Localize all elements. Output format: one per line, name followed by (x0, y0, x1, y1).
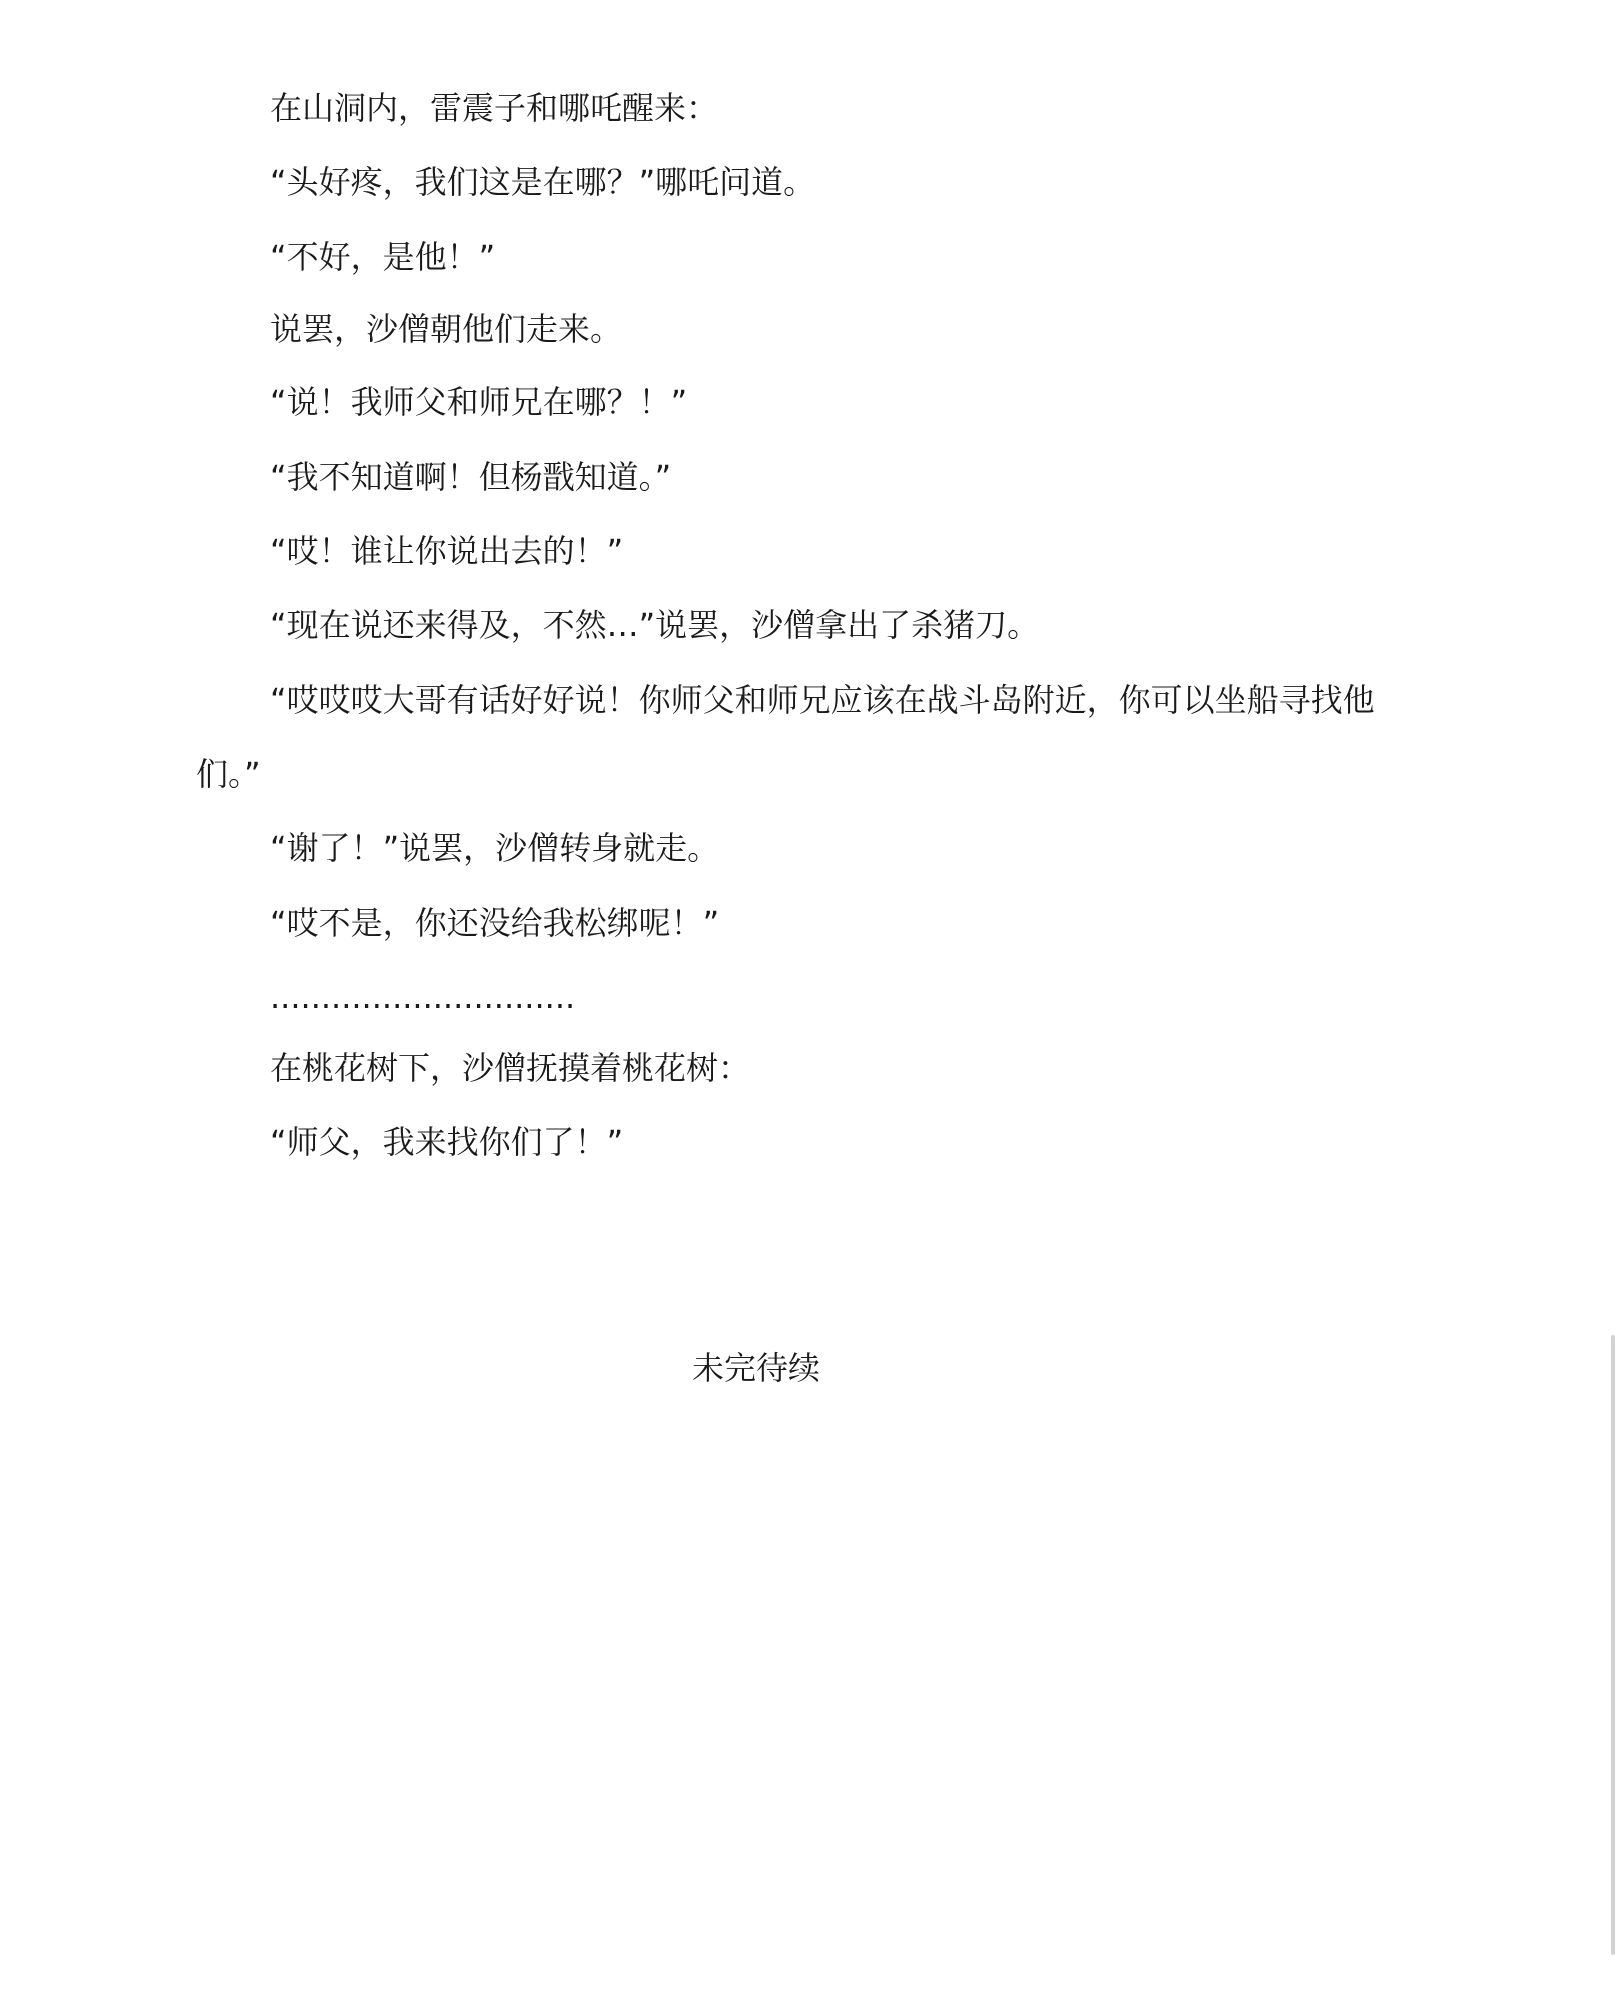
paragraph-4: 说罢，沙僧朝他们走来。 (270, 310, 623, 348)
paragraph-9-continuation: 们。” (196, 755, 261, 793)
scene-break-dots: .............................. (270, 978, 576, 1016)
paragraph-1: 在山洞内，雷震子和哪吒醒来： (270, 89, 719, 127)
paragraph-10: “谢了！”说罢，沙僧转身就走。 (270, 829, 720, 867)
paragraph-5: “说！我师父和师兄在哪？！” (270, 383, 688, 421)
paragraph-3: “不好，是他！” (270, 238, 496, 276)
paragraph-11: “哎不是，你还没给我松绑呢！” (270, 904, 720, 942)
paragraph-7: “哎！谁让你说出去的！” (270, 532, 624, 570)
paragraph-2: “头好疼，我们这是在哪？”哪吒问道。 (270, 163, 816, 201)
paragraph-8: “现在说还来得及，不然…”说罢，沙僧拿出了杀猪刀。 (270, 606, 1040, 644)
paragraph-9: “哎哎哎大哥有话好好说！你师父和师兄应该在战斗岛附近，你可以坐船寻找他 (270, 681, 1375, 719)
to-be-continued-footer: 未完待续 (691, 1349, 820, 1387)
paragraph-13: “师父，我来找你们了！” (270, 1123, 624, 1161)
vertical-scrollbar[interactable] (1611, 1335, 1615, 1955)
paragraph-6: “我不知道啊！但杨戬知道。” (270, 458, 672, 496)
paragraph-12: 在桃花树下，沙僧抚摸着桃花树： (270, 1049, 751, 1087)
